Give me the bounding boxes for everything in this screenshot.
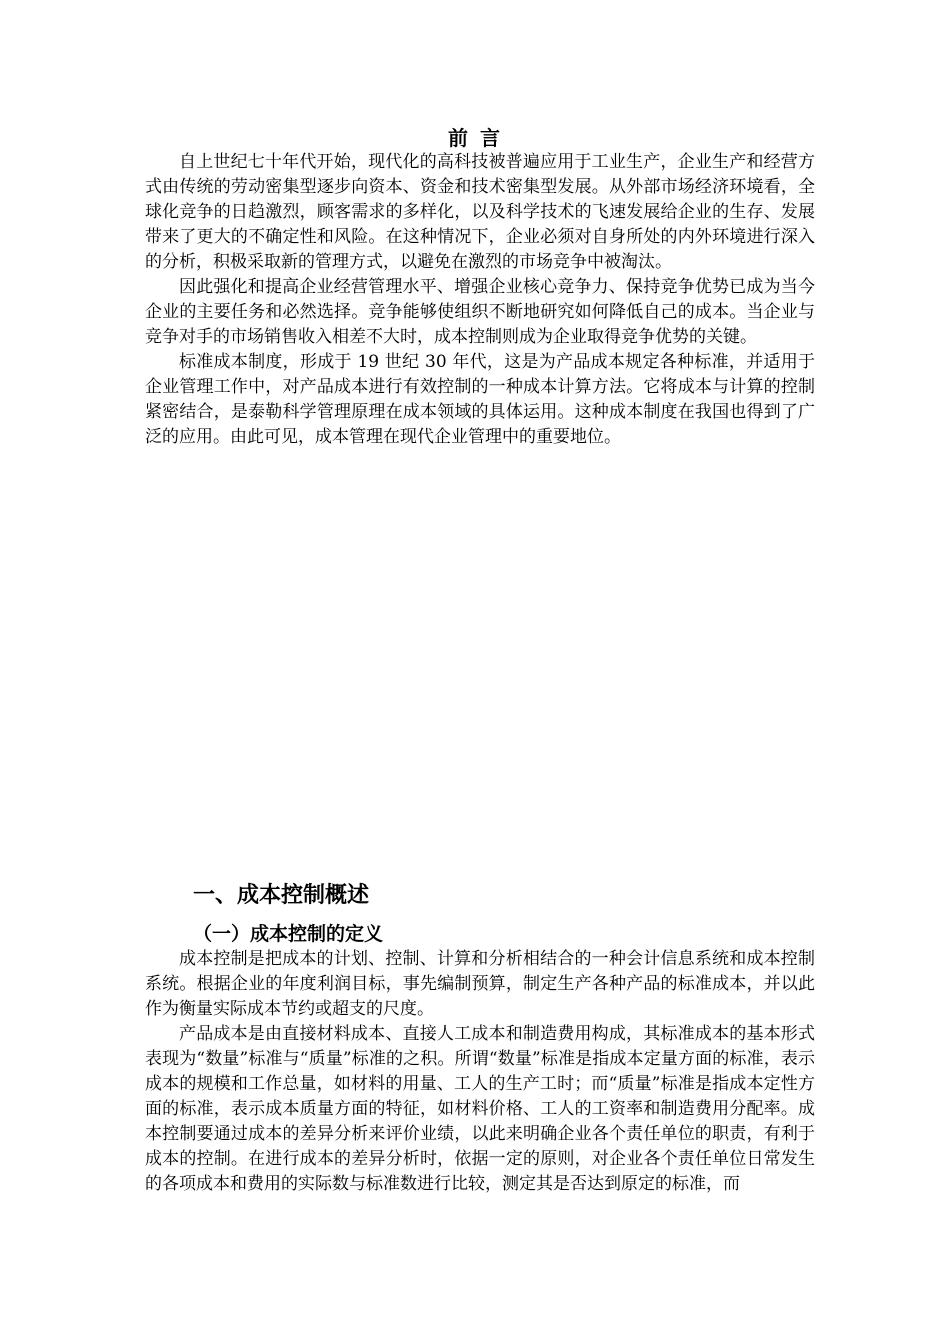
section-paragraph-2: 产品成本是由直接材料成本、直接人工成本和制造费用构成，其标准成本的基本形式表现为“数量”标准与“质量”标准的之积。所谓“数量”标准是指成本定量方面的标准，表示成本的规模和工作总量，如材料的用量、工人的生产工时；而“质量”标准是指成本定性方面的标准，表示成本质量方面的特征，如材料价格、工人的工资率和制造费用分配率。成本控制要通过成本的差异分析来评价业绩，以此来明确企业各个责任单位的职责，有利于成本的控制。在进行成本的差异分析时，依据一定的原则，对企业各个责任单位日常发生的各项成本和费用的实际数与标准数进行比较，测定其是否达到原定的标准，而 <box>145 1024 815 1194</box>
subsection-heading: （一）成本控制的定义 <box>193 923 384 945</box>
preface-body <box>145 150 815 450</box>
preface-title: 前言 <box>448 126 512 150</box>
section-body <box>145 947 815 1197</box>
preface-paragraph-1: 自上世纪七十年代开始，现代化的高科技被普遍应用于工业生产，企业生产和经营方式由传统的劳动密集型逐步向资本、资金和技术密集型发展。从外部市场经济环境看，全球化竞争的日趋激烈，顾客需求的多样化，以及科学技术的飞速发展给企业的生存、发展带来了更大的不确定性和风险。在这种情况下，企业必须对自身所处的内外环境进行深入的分析，积极采取新的管理方式，以避免在激烈的市场竞争中被淘汰。 <box>145 152 815 272</box>
preface-paragraph-3: 标准成本制度，形成于 19 世纪 30 年代，这是为产品成本规定各种标准，并适用于企业管理工作中，对产品成本进行有效控制的一种成本计算方法。它将成本与计算的控制紧密结合，是泰勒科学管理原理在成本领域的具体运用。这种成本制度在我国也得到了广泛的应用。由此可见，成本管理在现代企业管理中的重要地位。 <box>145 352 815 447</box>
section-heading: 一、成本控制概述 <box>193 883 370 908</box>
section-paragraph-1: 成本控制是把成本的计划、控制、计算和分析相结合的一种会计信息系统和成本控制系统。根据企业的年度利润目标，事先编制预算，制定生产各种产品的标准成本，并以此作为衡量实际成本节约或超支的尺度。 <box>145 949 815 1019</box>
preface-paragraph-2: 因此强化和提高企业经营管理水平、增强企业核心竞争力、保持竞争优势已成为当今企业的主要任务和必然选择。竞争能够使组织不断地研究如何降低自己的成本。当企业与竞争对手的市场销售收入相差不大时，成本控制则成为企业取得竞争优势的关键。 <box>145 277 815 347</box>
